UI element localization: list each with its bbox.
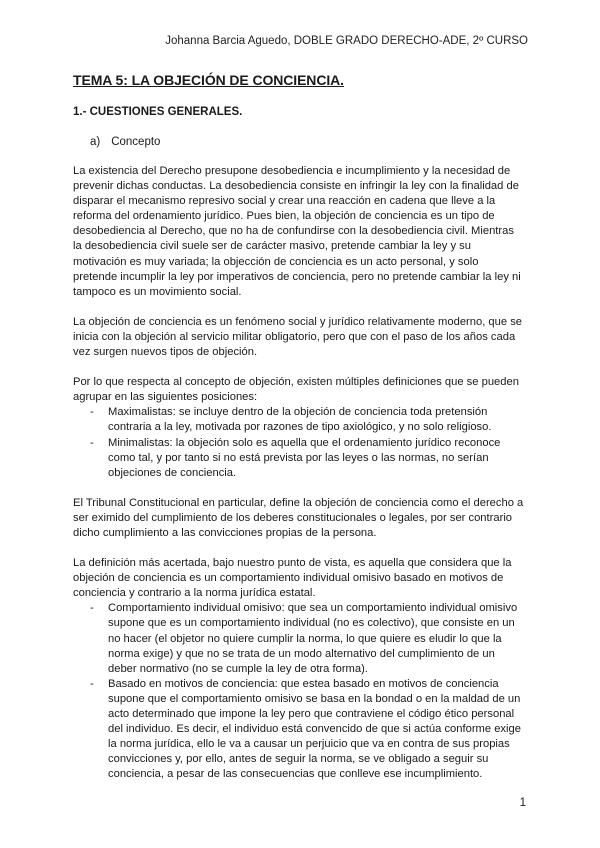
definition-list bbox=[73, 601, 525, 782]
list-item-text: Basado en motivos de conciencia: que estea basado en motivos de conciencia supone que el comportamiento omisivo se basa en la bondad o en la maldad de un acto determinado que impone la ley pero que contraviene el código ético personal del individuo. Es decir, el individuo está convencido de que si actúa conforme exige la norma jurídica, ello le va a causar un perjuicio que va en contra de sus propias convicciones y, por ello, antes de seguir la norma, se ve obligado a seguir su conciencia, a pesar de las consecuencias que conlleve ese incumplimiento. bbox=[108, 677, 521, 781]
subsection-letter: a) bbox=[90, 136, 101, 148]
paragraph-1: La existencia del Derecho presupone desobediencia e incumplimiento y la necesidad de prevenir dichas conductas. La desobediencia consiste en infringir la ley con la finalidad de disparar el mecanismo represivo social y crear una reacción en cadena que lleve a la reforma del ordenamiento jurídico. Pues bien, la objeción de conciencia es un tipo de desobediencia al Derecho, que no ha de confundirse con la desobediencia civil. Mientras la desobediencia civil suele ser de carácter masivo, pretende cambiar la ley y su motivación es muy variada; la objección de conciencia es un acto personal, y solo pretende incumplir la ley por imperativos de conciencia, pero no pretende cambiar la ley ni tampoco es un movimiento social. bbox=[73, 165, 521, 298]
list-dash: - bbox=[90, 677, 94, 690]
list-item-text: Minimalistas: la objeción solo es aquella que el ordenamiento jurídico reconoce como tal, y por tanto si no está prevista por las leyes o las normas, no serían objeciones de conciencia. bbox=[108, 436, 501, 479]
page-header: Johanna Barcia Aguedo, DOBLE GRADO DERECHO-ADE, 2º CURSO bbox=[165, 35, 528, 47]
subsection-heading bbox=[90, 136, 160, 148]
paragraph-4: El Tribunal Constitucional en particular, define la objeción de conciencia como el derecho a ser eximido del cumplimiento de los deberes constitucionales o legales, por ser contrario dicho cumplimiento a las convicciones propias de la persona. bbox=[73, 496, 524, 539]
list-item bbox=[73, 436, 525, 481]
positions-list bbox=[73, 405, 525, 480]
paragraph-5: La definición más acertada, bajo nuestro punto de vista, es aquella que considera que la objeción de conciencia es un comportamiento individual omisivo basado en motivos de conciencia y contrario a la norma jurídica estatal. bbox=[73, 557, 512, 600]
paragraph-3: Por lo que respecta al concepto de objeción, existen múltiples definiciones que se pueden agrupar en las siguientes posiciones: bbox=[73, 376, 519, 404]
list-item bbox=[73, 405, 525, 435]
list-item-text: Maximalistas: se incluye dentro de la objeción de conciencia toda pretensión contraria a la ley, motivada por razones de tipo axiológico, y no solo religioso. bbox=[108, 406, 492, 434]
list-dash: - bbox=[90, 406, 94, 419]
body-text bbox=[73, 164, 525, 797]
list-item bbox=[73, 677, 525, 783]
list-dash: - bbox=[90, 602, 94, 615]
page-number: 1 bbox=[519, 797, 526, 809]
section-heading: 1.- CUESTIONES GENERALES. bbox=[73, 106, 243, 118]
document-title: TEMA 5: LA OBJECIÓN DE CONCIENCIA. bbox=[73, 72, 344, 88]
list-item-text: Comportamiento individual omisivo: que sea un comportamiento individual omisivo supone que es un comportamiento individual (no es colectivo), que consiste en un no hacer (el objetor no quiere cumplir la norma, lo que quiere es eludir lo que la norma exige) y que no se trata de un modo alternativo del cumplimiento de un deber normativo (no se cumple la ley de otra forma). bbox=[108, 602, 518, 675]
paragraph-2: La objeción de conciencia es un fenómeno social y jurídico relativamente moderno, que se inicia con la objeción al servicio militar obligatorio, pero que con el paso de los años cada vez surgen nuevos tipos de objeción. bbox=[73, 315, 523, 359]
subsection-label: Concepto bbox=[111, 136, 161, 148]
list-item bbox=[73, 601, 525, 676]
list-dash: - bbox=[90, 436, 94, 449]
